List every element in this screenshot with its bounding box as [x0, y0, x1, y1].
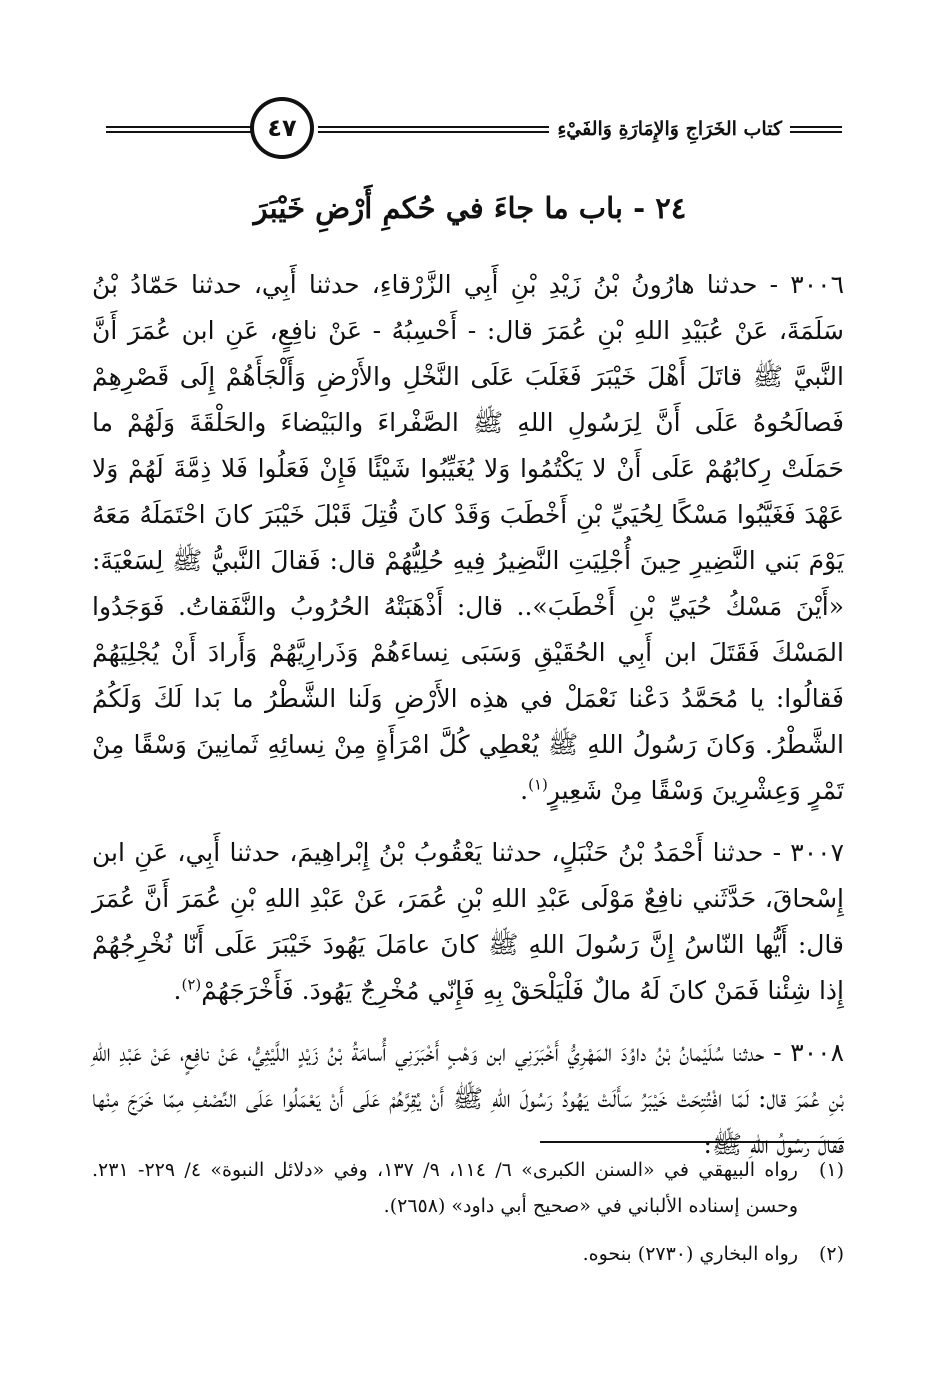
hadith-text: ٣٠٠٧ - حدثنا أَحْمَدُ بْنُ حَنْبَلٍ، حدثنا يَعْقُوبُ بْنُ إِبْراهِيمَ، حدثنا أَبِي، عَنِ ابن إِسْحاقَ، حَدَّثَني نافِعٌ مَوْلَى عَبْدِ اللهِ بْنِ عُمَرَ، عَنْ عَبْدِ اللهِ بْنِ عُمَرَ أَنَّ عُمَرَ قال: أَيُّها النّاسُ إِنَّ رَسُولَ اللهِ ﷺ كانَ عامَلَ يَهُودَ خَيْبَرَ عَلَى أَنّا نُخْرِجُهُمْ إِذا شِئْنا فَمَنْ كانَ لَهُ مالٌ فَلْيَلْحَقْ بِهِ فَإِنّي مُخْرِجٌ يَهُودَ. فَأَخْرَجَهُمْ	[92, 838, 844, 1005]
footnote-number: (١)	[818, 1159, 844, 1181]
chapter-title: ٢٤ - باب ما جاءَ في حُكمِ أَرْضِ خَيْبَرَ	[253, 191, 687, 225]
page-number-circle	[250, 97, 314, 159]
footnote-text: رواه البيهقي في «السنن الكبرى» ٦/ ١١٤، ٩/ ١٣٧، وفي «دلائل النبوة» ٤/ ٢٢٩- ٢٣١. وحسن إسناده الألباني في «صحيح أبي داود» (٢٦٥٨).	[92, 1159, 798, 1217]
body-text	[92, 262, 844, 1168]
page-header	[100, 96, 840, 160]
footnote-number: (٢)	[818, 1243, 844, 1265]
footnote-separator	[540, 1141, 844, 1143]
footnote-reference: (٢)	[181, 975, 202, 994]
footnote	[92, 1236, 844, 1272]
header-rule-left	[106, 126, 252, 133]
hadith-paragraph: ٣٠٠٧ - حدثنا أَحْمَدُ بْنُ حَنْبَلٍ، حدثنا يَعْقُوبُ بْنُ إِبْراهِيمَ، حدثنا أَبِي، عَنِ ابن إِسْحاقَ، حَدَّثَني نافِعٌ مَوْلَى عَبْدِ اللهِ بْنِ عُمَرَ، عَنْ عَبْدِ اللهِ بْنِ عُمَرَ أَنَّ عُمَرَ قال: أَيُّها النّاسُ إِنَّ رَسُولَ اللهِ ﷺ كانَ عامَلَ يَهُودَ خَيْبَرَ عَلَى أَنّا نُخْرِجُهُمْ إِذا شِئْنا فَمَنْ كانَ لَهُ مالٌ فَلْيَلْحَقْ بِهِ فَإِنّي مُخْرِجٌ يَهُودَ. فَأَخْرَجَهُمْ$^{(٢)}$.	[92, 838, 844, 1005]
footnote-text: رواه البخاري (٢٧٣٠) بنحوه.	[582, 1243, 798, 1265]
running-title: كتاب الخَرَاجِ وَالإِمَارَةِ وَالفَيْءِ	[549, 116, 790, 142]
hadith-text: ٣٠٠٦ - حدثنا هارُونُ بْنُ زَيْدِ بْنِ أَبِي الزَّرْقاءِ، حدثنا أَبِي، حدثنا حَمّادُ بْنُ سَلَمَةَ، عَنْ عُبَيْدِ اللهِ بْنِ عُمَرَ قال: - أَحْسِبُهُ - عَنْ نافِعٍ، عَنِ ابن عُمَرَ أَنَّ النَّبيَّ ﷺ قاتَلَ أَهْلَ خَيْبَرَ فَغَلَبَ عَلَى النَّخْلِ والأَرْضِ وَأَلْجَأَهُمْ إِلَى قَصْرِهِمْ فَصالَحُوهُ عَلَى أَنَّ لِرَسُولِ اللهِ ﷺ الصَّفْراءَ والبَيْضاءَ والحَلْقَةَ وَلَهُمْ ما حَمَلَتْ رِكابُهُمْ عَلَى أَنْ لا يَكْتُمُوا وَلا يُغَيِّبُوا شَيْئًا فَإِنْ فَعَلُوا فَلا ذِمَّةَ لَهُمْ وَلا عَهْدَ فَغَيَّبُوا مَسْكًا لِحُيَيِّ بْنِ أَخْطَبَ وَقَدْ كانَ قُتِلَ قَبْلَ خَيْبَرَ كانَ احْتَمَلَهُ مَعَهُ يَوْمَ بَني النَّضِيرِ حِينَ أُجْلِيَتِ النَّضِيرُ فِيهِ حُلِيُّهُمْ قال: فَقالَ النَّبيُّ ﷺ لِسَعْيَةَ: «أَيْنَ مَسْكُ حُيَيِّ بْنِ أَخْطَبَ».. قال: أَذْهَبَتْهُ الحُرُوبُ والنَّفَقاتُ. فَوَجَدُوا المَسْكَ فَقَتَلَ ابن أَبِي الحُقَيْقِ وَسَبَى نِساءَهُمْ وَذَرارِيَّهُمْ وَأَرادَ أَنْ يُجْلِيَهُمْ فَقالُوا: يا مُحَمَّدُ دَعْنا نَعْمَلْ في هذِه الأَرْضِ وَلَنا الشَّطْرُ ما بَدا لَكَ وَلَكُمُ الشَّطْرُ. وَكانَ رَسُولُ اللهِ ﷺ يُعْطِي كُلَّ امْرَأَةٍ مِنْ نِسائِهِ ثَمانِينَ وَسْقًا مِنْ تَمْرٍ وَعِشْرِينَ وَسْقًا مِنْ شَعِيرٍ	[92, 270, 844, 805]
hadith-paragraph	[92, 1030, 844, 1168]
page-number: ٤٧	[267, 114, 297, 142]
footnote-reference: (١)	[528, 775, 548, 794]
hadith-paragraph: ٣٠٠٦ - حدثنا هارُونُ بْنُ زَيْدِ بْنِ أَبِي الزَّرْقاءِ، حدثنا أَبِي، حدثنا حَمّادُ بْنُ سَلَمَةَ، عَنْ عُبَيْدِ اللهِ بْنِ عُمَرَ قال: - أَحْسِبُهُ - عَنْ نافِعٍ، عَنِ ابن عُمَرَ أَنَّ النَّبيَّ ﷺ قاتَلَ أَهْلَ خَيْبَرَ فَغَلَبَ عَلَى النَّخْلِ والأَرْضِ وَأَلْجَأَهُمْ إِلَى قَصْرِهِمْ فَصالَحُوهُ عَلَى أَنَّ لِرَسُولِ اللهِ ﷺ الصَّفْراءَ والبَيْضاءَ والحَلْقَةَ وَلَهُمْ ما حَمَلَتْ رِكابُهُمْ عَلَى أَنْ لا يَكْتُمُوا وَلا يُغَيِّبُوا شَيْئًا فَإِنْ فَعَلُوا فَلا ذِمَّةَ لَهُمْ وَلا عَهْدَ فَغَيَّبُوا مَسْكًا لِحُيَيِّ بْنِ أَخْطَبَ وَقَدْ كانَ قُتِلَ قَبْلَ خَيْبَرَ كانَ احْتَمَلَهُ مَعَهُ يَوْمَ بَني النَّضِيرِ حِينَ أُجْلِيَتِ النَّضِيرُ فِيهِ حُلِيُّهُمْ قال: فَقالَ النَّبيُّ ﷺ لِسَعْيَةَ: «أَيْنَ مَسْكُ حُيَيِّ بْنِ أَخْطَبَ».. قال: أَذْهَبَتْهُ الحُرُوبُ والنَّفَقاتُ. فَوَجَدُوا المَسْكَ فَقَتَلَ ابن أَبِي الحُقَيْقِ وَسَبَى نِساءَهُمْ وَذَرارِيَّهُمْ وَأَرادَ أَنْ يُجْلِيَهُمْ فَقالُوا: يا مُحَمَّدُ دَعْنا نَعْمَلْ في هذِه الأَرْضِ وَلَنا الشَّطْرُ ما بَدا لَكَ وَلَكُمُ الشَّطْرُ. وَكانَ رَسُولُ اللهِ ﷺ يُعْطِي كُلَّ امْرَأَةٍ مِنْ نِسائِهِ ثَمانِينَ وَسْقًا مِنْ تَمْرٍ وَعِشْرِينَ وَسْقًا مِنْ شَعِيرٍ$^{(١)}$.	[92, 270, 844, 805]
hadith-text: ٣٠٠٨ - حدثنا سُلَيْمانُ بْنُ داوُدَ المَهْرِيُّ أَخْبَرَنِي ابن وَهْبٍ أَخْبَرَنِي أُسامَةُ بْنُ زَيْدٍ اللَّيْثِيُّ، عَنْ نافِعٍ، عَنْ عَبْدِ اللهِ بْنِ عُمَرَ قال: لَمّا افْتُتِحَتْ خَيْبَرُ سَأَلَتْ يَهُودُ رَسُولَ اللهِ ﷺ أَنْ يُقِرَّهُمْ عَلَى أَنْ يَعْمَلُوا عَلَى النِّصْفِ مِمّا خَرَجَ مِنْها فَقالَ رَسُولُ اللهِ ﷺ:	[92, 1038, 844, 1159]
footnote	[92, 1152, 844, 1224]
footnotes	[92, 1152, 844, 1272]
